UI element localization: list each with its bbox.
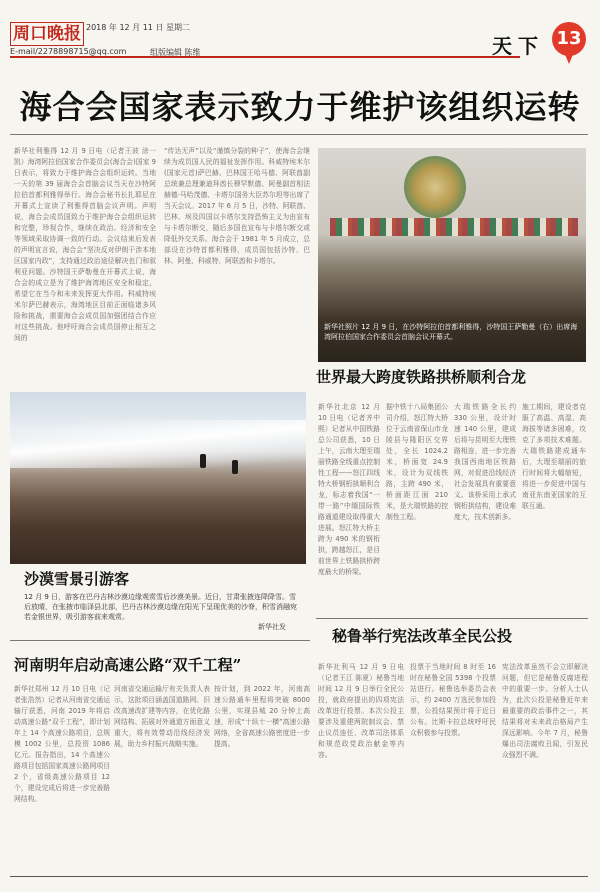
tourist-figure-icon	[232, 460, 238, 474]
page-number-badge: 13	[552, 22, 586, 56]
desert-photo-credit: 新华社发	[258, 623, 286, 631]
peru-story-column-3: 宪法改革虽然不会立即解决问题，但它是秘鲁反腐进程中的重要一步。分析人士认为，此次公投是秘鲁近年来最重要的政治事件之一，其结果将对未来政治格局产生深远影响。今年 7 月，秘鲁爆出司法腐败丑闻，引发民众强烈不满。	[502, 663, 588, 759]
section-name: 天下	[492, 34, 544, 58]
contact-email: E-mail/2278898715@qq.com	[10, 47, 127, 56]
railway-story-column-1: 新华社北京 12 月 10 日电（记者齐中熙）记者从中国铁路总公司获悉，10 日上午，云南大理至瑞丽铁路全线重点控制性工程——怒江四线特大桥钢桁拱顺利合龙，标志着我国“一带一路”中缅国际铁路通道建设取得重大进展。怒江特大桥主跨为 490 米的钢桁拱，跨越怒江，是目前世界上铁路拱桥跨度最大的桥梁。	[318, 403, 380, 576]
headline-rule	[10, 134, 588, 135]
layout-editor: 组版编辑 陈维	[150, 48, 201, 57]
railway-story-column-2: 据中铁十八局集团公司介绍，怒江特大桥位于云南省保山市龙陵县与隆阳区交界处，全长 1024.2 米，桥面宽 24.9 米，设计为双线铁路，主跨 490 米，桥面距江面 210 米，是大瑞铁路的控制性工程。	[386, 403, 448, 521]
peru-story-title: 秘鲁举行宪法改革全民公投	[332, 627, 513, 645]
henan-story-column-3: 按计划，到 2022 年，河南高速公路通车里程将突破 8000 公里，实现县城 20 分钟上高速，形成“十纵十一横”高速公路网络，全省高速公路密度进一步提高。	[214, 685, 310, 748]
masthead-divider	[10, 56, 520, 58]
railway-story-rule	[316, 618, 588, 619]
main-story-column-1: 新华社利雅得 12 月 9 日电（记者王波 涂一凯）海湾阿拉伯国家合作委员会(海合会)国家 9 日表示，将致力于维护海合会组织运转。当地一天的第 39 届海合会首脑会议当天在沙特阿拉伯首都利雅得举行。海合会秘书长扎耶尼在开幕式上宣读了利雅得首脑会议声明。声明说，海合会成员国致力于维护海合会组织运转和完整，珍视合作，继续在政治、经济和安全等领域采取协调一致的行动。会议结束后发表的声明宣言说，海合会“坚决反对伊朗干涉本地区国家内政”，支持通过政治途径解决也门和叙利亚问题。沙特国王萨勒曼在开幕式上说，海合会的成立是为了维护海湾地区安全和稳定，希望它在当今和未来发挥更大作用。科威特埃米尔萨巴赫表示，海湾地区目前正面临诸多风险和挑战，需要海合会成员国加强团结合作应对这些挑战。他呼吁海合会成员国停止相互之间的	[14, 147, 156, 342]
issue-date: 2018 年 12 月 11 日 星期二	[86, 23, 190, 32]
railway-story-column-3: 大瑞铁路全长约 330 公里，设计时速 140 公里，建成后将与昆明至大理铁路相连，进一步完善我国西南地区铁路网，对促进沿线经济社会发展具有重要意义。该桥采用上承式钢桁拱结构，建设难度大，技术创新多。	[454, 403, 516, 521]
summit-photo-caption: 新华社照片 12 月 9 日，在沙特阿拉伯首都利雅得，沙特国王萨勒曼（右）出席海湾阿拉伯国家合作委员会首脑会议开幕式。	[324, 323, 578, 341]
newspaper-logo: 周口晚报	[10, 22, 84, 46]
peru-story-column-2: 投票于当地时间 8 时至 16 时在秘鲁全国 5398 个投票站进行。秘鲁选举委员会表示，约 2400 万选民参加投票，公投结果预计将于近日公布。比斯卡拉总统呼吁民众积极参与投票。	[410, 663, 496, 737]
desert-snow-photo	[10, 392, 306, 564]
desert-story-title: 沙漠雪景引游客	[24, 570, 130, 588]
footer-rule	[10, 876, 588, 877]
peru-story-column-1: 新华社利马 12 月 9 日电（记者王江 陈夏）秘鲁当地时间 12 月 9 日举行全民公投，就政府提出的四项宪法改革进行投票。本次公投主要涉及重建两院制议会、禁止议员连任、改革司法体系和规范政党政治献金等内容。	[318, 663, 404, 759]
desert-story-rule	[10, 640, 310, 641]
desert-story-body: 12 月 9 日，游客在巴丹吉林沙漠边缘观赏雪后沙漠美景。近日，甘肃张掖连降降雪。雪后放晴，在张掖市临泽县北部，巴丹吉林沙漠边缘在阳光下呈现优美的沙脊，积雪消融宛若金银世界，吸引游客前来观赏。	[24, 593, 297, 621]
flags-decoration	[330, 218, 578, 236]
main-story-column-2: “传达无声”以及“谨慎分裂的种子”，使海合会继续为成员国人民的福祉发挥作用。科威特埃米尔(国家元首)萨巴赫、巴林国王哈马德、阿联酋副总统兼总理兼迪拜酋长穆罕默德、阿曼副首相法赫德·马哈茂德、卡塔尔国务大臣苏尔坦等出席了当天会议。2017 年 6 月 5 日，沙特、阿联酋、巴林、埃及四国以卡塔尔支持恐怖主义为由宣布与卡塔尔断交，随后多国也宣布与卡塔尔断交或降低外交关系。海合会于 1981 年 5 月成立，总部设在沙特首都利雅得，成员国包括沙特、巴林、阿曼、科威特、阿联酋和卡塔尔。	[164, 147, 310, 265]
railway-story-title: 世界最大跨度铁路拱桥顺利合龙	[316, 368, 527, 386]
tourist-figure-icon	[200, 454, 206, 468]
railway-story-column-4: 施工期间，建设者克服了高温、高湿、高海拔等诸多困难，攻克了多项技术难题。大瑞铁路建成通车后，大理至瑞丽的旅行时间将大幅缩短，将进一步促进中国与南亚东南亚国家的互联互通。	[522, 403, 586, 510]
henan-story-title: 河南明年启动高速公路“双千工程”	[14, 656, 242, 674]
henan-story-column-2: 河南省交通运输厅有关负责人表示，这批项目涵盖国道路网、旧改高速改扩建等内容，在优化路网结构、拓展对外通道方面意义重大，将有效带动沿线经济发展，助力乡村振兴战略实施。	[114, 685, 210, 748]
main-headline: 海合会国家表示致力于维护该组织运转	[19, 88, 581, 126]
snow-ridge-decoration	[10, 420, 306, 468]
gcc-emblem-icon	[404, 156, 466, 218]
henan-story-column-1: 新华社郑州 12 月 10 日电（记者张浩然）记者从河南省交通运输厅获悉，河南 2019 年将启动高速公路“双千工程”，即计划年上 14 个高速公路项目，总规模 1002 公里，总投资 1086 亿元。报告指出，14 个高速公路项目包括国家高速公路网项目 2 个，省级高速公路项目 12 个，建设完成后将进一步完善路网结构。	[14, 685, 110, 803]
